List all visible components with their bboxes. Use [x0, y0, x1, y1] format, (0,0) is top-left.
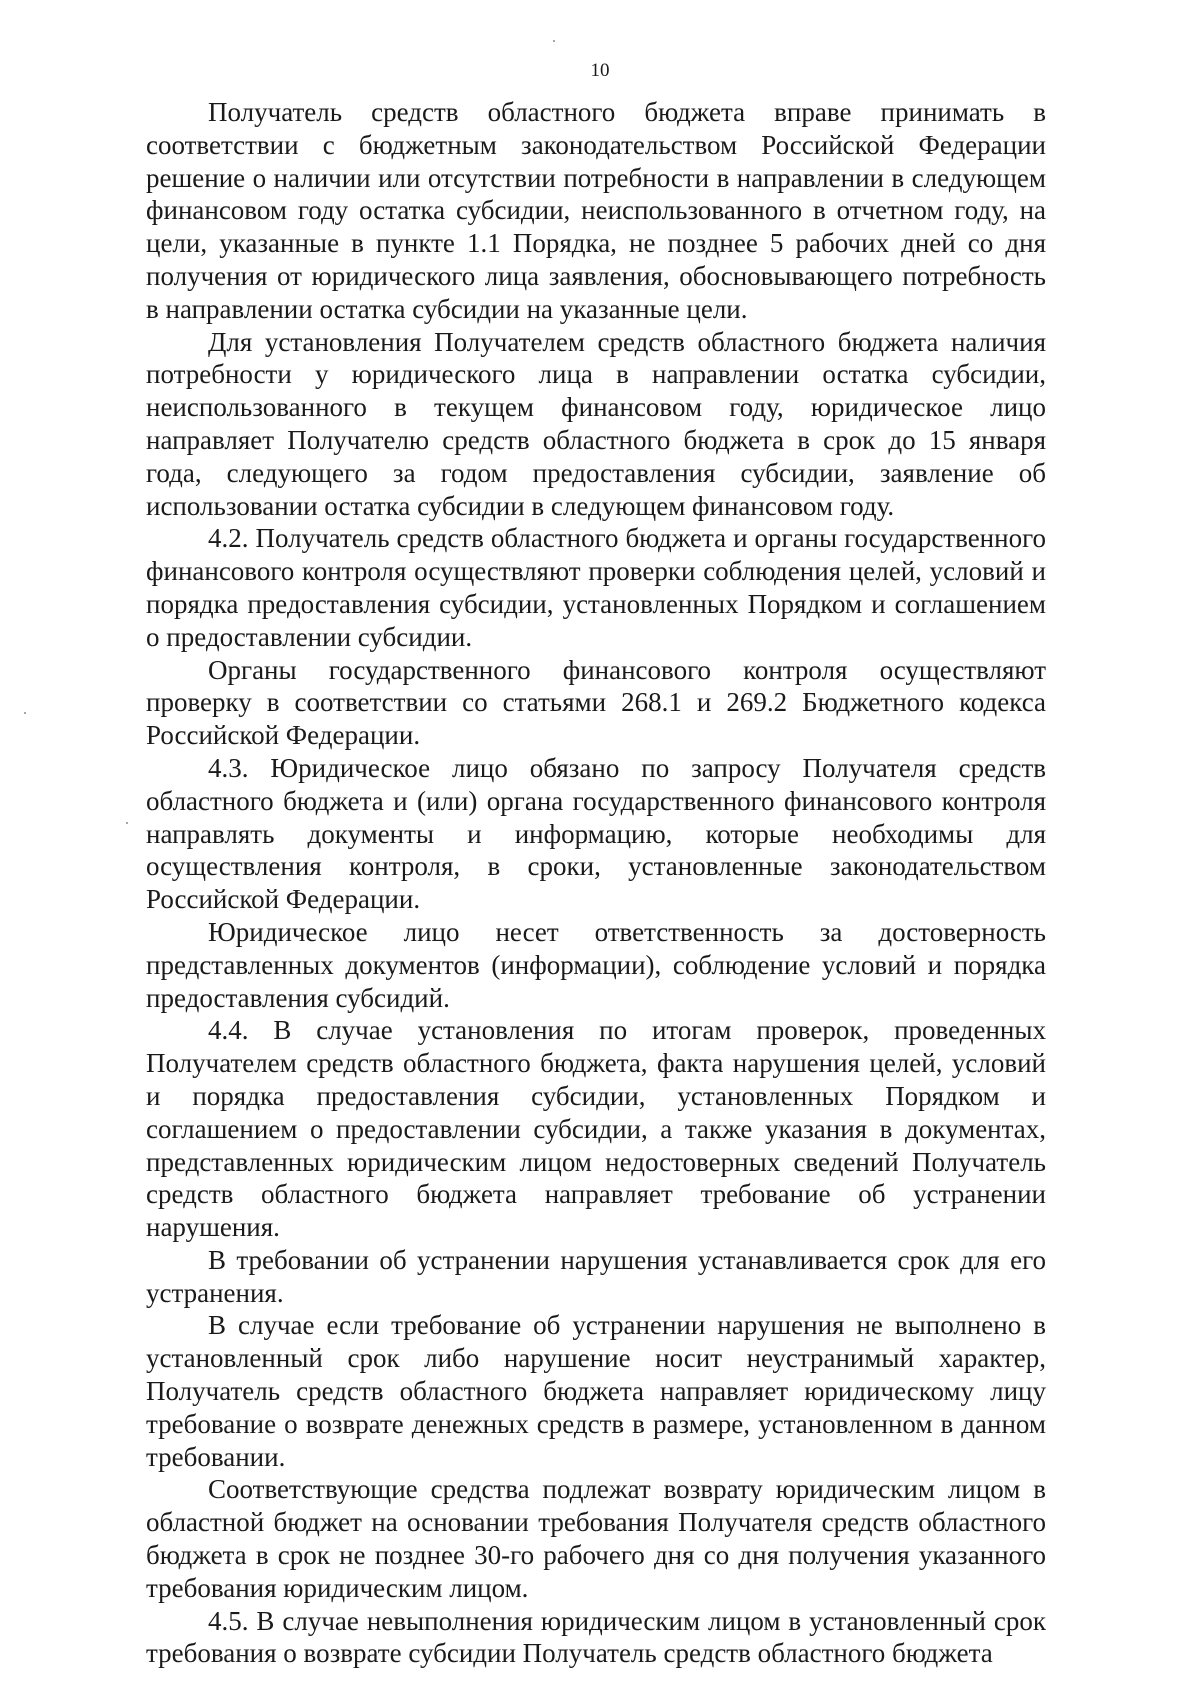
paragraph: Получатель средств областного бюджета вправе принимать в соответствии с бюджетным законодательством Российской Федерации решение о наличии или отсутствии потребности в направлении в следующем финансовом году остатка субсидии, неиспользованного в отчетном году, на цели, указанные в пункте 1.1 Порядка, не позднее 5 рабочих дней со дня получения от юридического лица заявления, обосновывающего потребность в направлении остатка субсидии на указанные цели.	[146, 97, 1046, 324]
paragraph: 4.2. Получатель средств областного бюджета и органы государственного финансового контроля осуществляют проверки соблюдения целей, условий и порядка предоставления субсидии, установленных Порядком и соглашением о предоставлении субсидии.	[146, 523, 1046, 652]
document-body	[146, 96, 1046, 1670]
paragraph: В случае если требование об устранении нарушения не выполнено в установленный срок либо нарушение носит неустранимый характер, Получатель средств областного бюджета направляет юридическому лицу требование о возврате денежных средств в размере, установленном в данном требовании.	[146, 1310, 1046, 1472]
paragraph: 4.4. В случае установления по итогам проверок, проведенных Получателем средств областного бюджета, факта нарушения целей, условий и порядка предоставления субсидии, установленных Порядком и соглашением о предоставлении субсидии, а также указания в документах, представленных юридическим лицом недостоверных сведений Получатель средств областного бюджета направляет требование об устранении нарушения.	[146, 1015, 1046, 1243]
page-number: 10	[590, 60, 610, 81]
scan-speck	[24, 712, 26, 714]
paragraph: В требовании об устранении нарушения устанавливается срок для его устранения.	[146, 1244, 1046, 1308]
paragraph: 4.3. Юридическое лицо обязано по запросу Получателя средств областного бюджета и (или) органа государственного финансового контроля направлять документы и информацию, которые необходимы для осуществления контроля, в сроки, установленные законодательством Российской Федерации.	[146, 752, 1046, 915]
scan-speck	[126, 822, 128, 824]
scan-speck	[553, 40, 555, 42]
paragraph: Для установления Получателем средств областного бюджета наличия потребности у юридического лица в направлении остатка субсидии, неиспользованного в текущем финансовом году, юридическое лицо направляет Получателю средств областного бюджета в срок до 15 января года, следующего за годом предоставления субсидии, заявление об использовании остатка субсидии в следующем финансовом году.	[146, 326, 1046, 521]
paragraph: Органы государственного финансового контроля осуществляют проверку в соответствии со статьями 268.1 и 269.2 Бюджетного кодекса Российской Федерации.	[146, 654, 1046, 751]
paragraph: Юридическое лицо несет ответственность за достоверность представленных документов (информации), соблюдение условий и порядка предоставления субсидий.	[146, 916, 1046, 1013]
paragraph: Соответствующие средства подлежат возврату юридическим лицом в областной бюджет на основании требования Получателя средств областного бюджета в срок не позднее 30-го рабочего дня со дня получения указанного требования юридическим лицом.	[146, 1474, 1046, 1603]
paragraph: 4.5. В случае невыполнения юридическим лицом в установленный срок требования о возврате субсидии Получатель средств областного бюджета	[146, 1605, 1046, 1669]
